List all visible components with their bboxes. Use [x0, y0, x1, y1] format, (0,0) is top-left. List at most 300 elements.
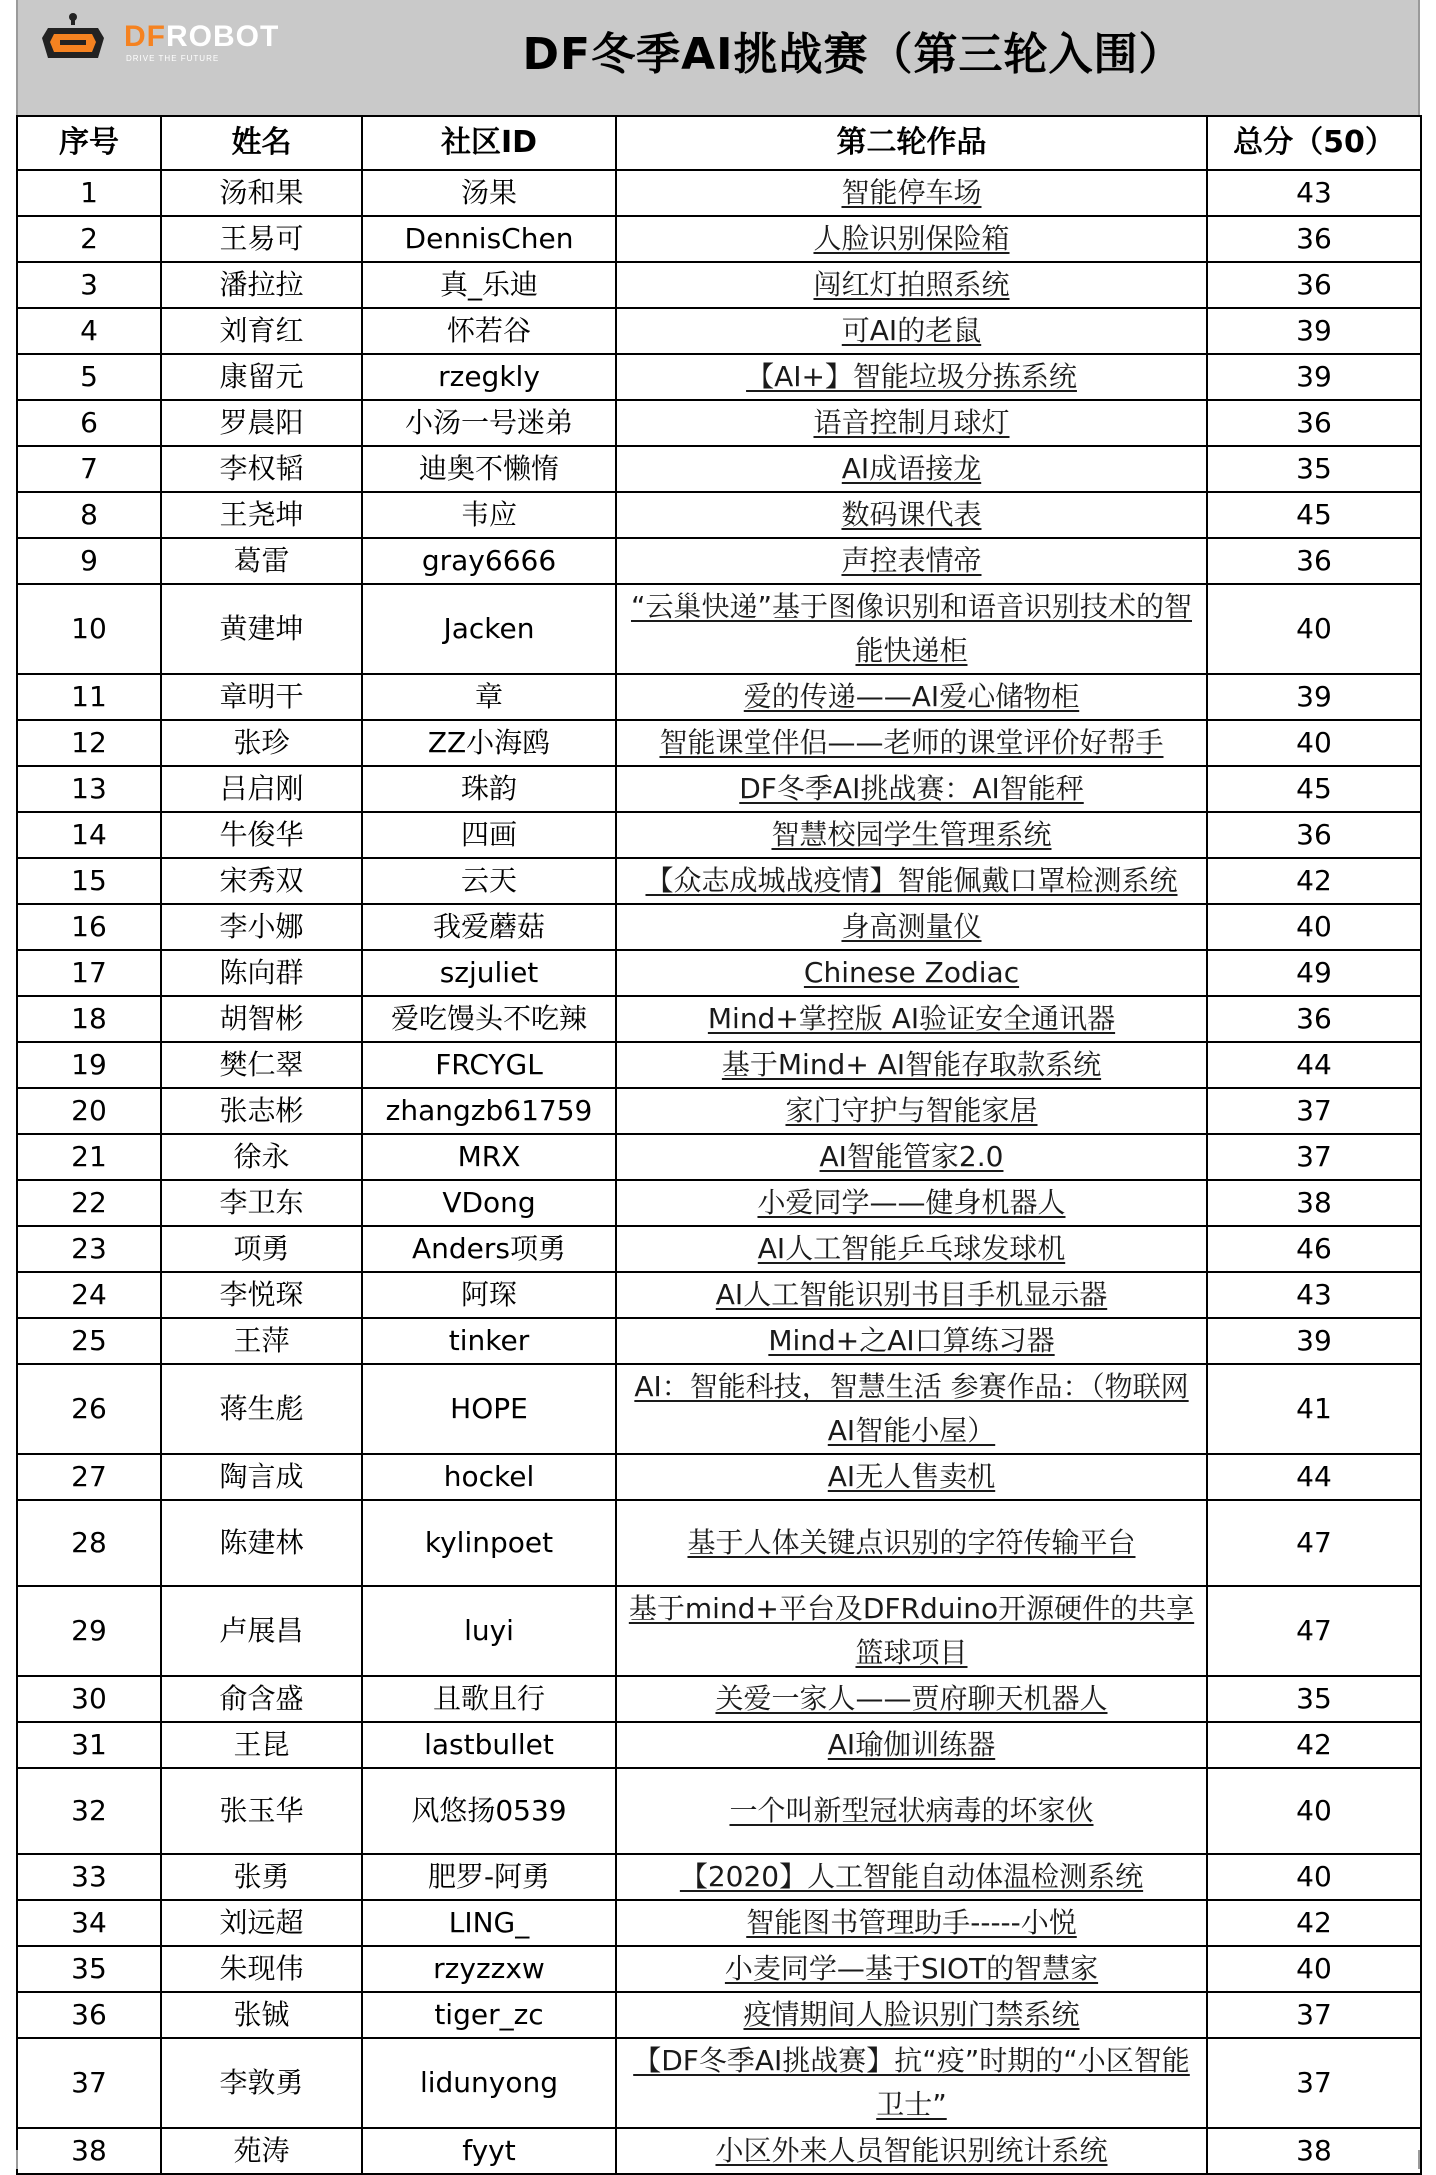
- cell-no-text: 32: [71, 1794, 107, 1827]
- cell-work-link-text[interactable]: AI人工智能识别书目手机显示器: [715, 1278, 1108, 1311]
- cell-community-id-text: zhangzb61759: [385, 1094, 593, 1127]
- cell-no[interactable]: [17, 170, 161, 216]
- cell-community-id[interactable]: [362, 1586, 616, 1676]
- cell-score[interactable]: [1207, 538, 1421, 584]
- cell-work-link[interactable]: [616, 2038, 1207, 2128]
- cell-work-link-text[interactable]: 家门守护与智能家居: [785, 1094, 1038, 1127]
- cell-name[interactable]: [161, 446, 362, 492]
- cell-work-link[interactable]: [616, 216, 1207, 262]
- cell-no-text: 35: [71, 1952, 107, 1985]
- table-header-row: [17, 116, 1421, 170]
- cell-name-text: 王易可: [219, 222, 304, 255]
- cell-name[interactable]: [161, 720, 362, 766]
- cell-no-text: 17: [71, 956, 107, 989]
- cell-score-text: 37: [1296, 2066, 1332, 2099]
- cell-work-link[interactable]: [616, 400, 1207, 446]
- cell-community-id[interactable]: [362, 720, 616, 766]
- cell-work-link[interactable]: [616, 538, 1207, 584]
- cell-work-link[interactable]: [616, 1180, 1207, 1226]
- cell-work-link[interactable]: [616, 1900, 1207, 1946]
- cell-work-link-text[interactable]: 声控表情帝: [841, 544, 982, 577]
- cell-community-id-text: fyyt: [462, 2134, 516, 2167]
- cell-no[interactable]: [17, 766, 161, 812]
- cell-score[interactable]: [1207, 400, 1421, 446]
- table-row: [17, 1722, 1421, 1768]
- cell-work-link-text[interactable]: Mind+掌控版 AI验证安全通讯器: [707, 1002, 1116, 1035]
- cell-name[interactable]: [161, 858, 362, 904]
- cell-no-text: 8: [80, 498, 98, 531]
- cell-score[interactable]: [1207, 1676, 1421, 1722]
- cell-work-link-text[interactable]: 一个叫新型冠状病毒的坏家伙: [729, 1794, 1094, 1827]
- cell-score-text: 36: [1296, 406, 1332, 439]
- cell-name[interactable]: [161, 492, 362, 538]
- table-row: [17, 1088, 1421, 1134]
- cell-work-link[interactable]: [616, 1946, 1207, 1992]
- cell-work-link-text[interactable]: 智能课堂伴侣——老师的课堂评价好帮手: [659, 726, 1164, 759]
- cell-name-text: 陈向群: [219, 956, 304, 989]
- cell-score-text: 38: [1296, 2134, 1332, 2167]
- cell-score[interactable]: [1207, 1364, 1421, 1454]
- cell-score[interactable]: [1207, 858, 1421, 904]
- cell-community-id[interactable]: [362, 446, 616, 492]
- cell-work-link-text[interactable]: 【AI+】智能垃圾分拣系统: [746, 360, 1077, 393]
- cell-no[interactable]: [17, 400, 161, 446]
- cell-work-link-text[interactable]: 智能停车场: [841, 176, 982, 209]
- cell-name[interactable]: [161, 1900, 362, 1946]
- cell-score[interactable]: [1207, 904, 1421, 950]
- cell-no[interactable]: [17, 1364, 161, 1454]
- cell-work-link[interactable]: [616, 1676, 1207, 1722]
- cell-community-id[interactable]: [362, 262, 616, 308]
- cell-name[interactable]: [161, 354, 362, 400]
- cell-work-link-text[interactable]: 小爱同学——健身机器人: [757, 1186, 1066, 1219]
- cell-no[interactable]: [17, 950, 161, 996]
- cell-community-id-text: Jacken: [443, 612, 535, 645]
- cell-work-link[interactable]: [616, 1992, 1207, 2038]
- cell-work-link-text[interactable]: 小区外来人员智能识别统计系统: [715, 2134, 1108, 2167]
- cell-name-text: 张珍: [233, 726, 290, 759]
- cell-name-text: 罗晨阳: [219, 406, 304, 439]
- cell-score-text: 40: [1296, 1952, 1332, 1985]
- cell-work-link-text[interactable]: 【2020】人工智能自动体温检测系统: [679, 1860, 1144, 1893]
- cell-work-link[interactable]: [616, 170, 1207, 216]
- cell-score[interactable]: [1207, 584, 1421, 674]
- cell-score[interactable]: [1207, 170, 1421, 216]
- cell-work-link-text[interactable]: AI瑜伽训练器: [827, 1728, 996, 1761]
- cell-score[interactable]: [1207, 1226, 1421, 1272]
- cell-score[interactable]: [1207, 1318, 1421, 1364]
- cell-no[interactable]: [17, 1586, 161, 1676]
- cell-name[interactable]: [161, 996, 362, 1042]
- cell-no[interactable]: [17, 354, 161, 400]
- column-header-community-id[interactable]: 社区ID: [362, 116, 616, 170]
- cell-no[interactable]: [17, 538, 161, 584]
- cell-no[interactable]: [17, 1318, 161, 1364]
- cell-no[interactable]: [17, 1088, 161, 1134]
- cell-name[interactable]: [161, 1946, 362, 1992]
- cell-score-text: 37: [1296, 1140, 1332, 1173]
- cell-name-text: 吕启刚: [219, 772, 304, 805]
- cell-no-text: 30: [71, 1682, 107, 1715]
- cell-no[interactable]: [17, 1272, 161, 1318]
- cell-name[interactable]: [161, 1854, 362, 1900]
- table-row: [17, 216, 1421, 262]
- cell-score[interactable]: [1207, 1992, 1421, 2038]
- cell-community-id-text: 爱吃馒头不吃辣: [390, 1002, 587, 1035]
- cell-name[interactable]: [161, 1722, 362, 1768]
- cell-score[interactable]: [1207, 996, 1421, 1042]
- cell-score[interactable]: [1207, 1500, 1421, 1586]
- cell-work-link[interactable]: [616, 1272, 1207, 1318]
- cell-no[interactable]: [17, 1676, 161, 1722]
- cell-name-text: 李小娜: [219, 910, 304, 943]
- cell-work-link[interactable]: [616, 766, 1207, 812]
- cell-no[interactable]: [17, 1900, 161, 1946]
- cell-work-link-text[interactable]: 疫情期间人脸识别门禁系统: [743, 1998, 1080, 2031]
- cell-no-text: 19: [71, 1048, 107, 1081]
- cell-work-link[interactable]: [616, 812, 1207, 858]
- cell-no[interactable]: [17, 492, 161, 538]
- cell-score-text: 40: [1296, 910, 1332, 943]
- column-header-score[interactable]: 总分（50）: [1207, 116, 1421, 170]
- cell-work-link-text[interactable]: 【众志成城战疫情】智能佩戴口罩检测系统: [645, 864, 1178, 897]
- cell-score-text: 37: [1296, 1094, 1332, 1127]
- cell-work-link[interactable]: [616, 1226, 1207, 1272]
- cell-score[interactable]: [1207, 216, 1421, 262]
- cell-community-id-text: LING_: [448, 1906, 530, 1939]
- cell-work-link-text[interactable]: 人脸识别保险箱: [813, 222, 1010, 255]
- cell-score[interactable]: [1207, 950, 1421, 996]
- cell-community-id[interactable]: [362, 2038, 616, 2128]
- cell-name[interactable]: [161, 584, 362, 674]
- cell-work-link[interactable]: [616, 1500, 1207, 1586]
- cell-work-link-text[interactable]: 智能图书管理助手-----小悦: [746, 1906, 1077, 1939]
- cell-no[interactable]: [17, 674, 161, 720]
- cell-work-link[interactable]: [616, 446, 1207, 492]
- cell-work-link-text[interactable]: Chinese Zodiac: [803, 956, 1020, 989]
- cell-no[interactable]: [17, 1134, 161, 1180]
- cell-no[interactable]: [17, 1992, 161, 2038]
- cell-work-link[interactable]: [616, 1364, 1207, 1454]
- cell-community-id-text: gray6666: [421, 544, 557, 577]
- cell-score[interactable]: [1207, 812, 1421, 858]
- cell-score[interactable]: [1207, 1768, 1421, 1854]
- cell-no[interactable]: [17, 720, 161, 766]
- cell-work-link[interactable]: [616, 308, 1207, 354]
- cell-community-id[interactable]: [362, 1180, 616, 1226]
- table-row: [17, 308, 1421, 354]
- cell-community-id[interactable]: [362, 950, 616, 996]
- cell-work-link[interactable]: [616, 584, 1207, 674]
- table-row: [17, 1180, 1421, 1226]
- cell-score[interactable]: [1207, 1900, 1421, 1946]
- cell-name[interactable]: [161, 1180, 362, 1226]
- cell-no[interactable]: [17, 1226, 161, 1272]
- cell-community-id[interactable]: [362, 492, 616, 538]
- table-row: [17, 1768, 1421, 1854]
- cell-name[interactable]: [161, 1500, 362, 1586]
- cell-community-id[interactable]: [362, 308, 616, 354]
- cell-community-id[interactable]: [362, 904, 616, 950]
- cell-score[interactable]: [1207, 354, 1421, 400]
- cell-name-text: 王昆: [233, 1728, 290, 1761]
- cell-community-id[interactable]: [362, 1500, 616, 1586]
- cell-work-link-text[interactable]: AI智能管家2.0: [819, 1140, 1004, 1173]
- cell-community-id[interactable]: [362, 1042, 616, 1088]
- cell-name[interactable]: [161, 216, 362, 262]
- cell-work-link-text[interactable]: 基于mind+平台及DFRduino开源硬件的共享篮球项目: [628, 1592, 1195, 1669]
- cell-name[interactable]: [161, 170, 362, 216]
- cell-no[interactable]: [17, 1722, 161, 1768]
- cell-no[interactable]: [17, 262, 161, 308]
- cell-work-link[interactable]: [616, 1722, 1207, 1768]
- cell-no[interactable]: [17, 308, 161, 354]
- cell-work-link[interactable]: [616, 1586, 1207, 1676]
- cell-work-link-text[interactable]: AI无人售卖机: [827, 1460, 996, 1493]
- cell-community-id-text: 四画: [460, 818, 517, 851]
- cell-community-id-text: FRCYGL: [435, 1048, 543, 1081]
- table-row: [17, 766, 1421, 812]
- cell-score-text: 44: [1296, 1048, 1332, 1081]
- table-row: [17, 1854, 1421, 1900]
- cell-name[interactable]: [161, 1364, 362, 1454]
- cell-score[interactable]: [1207, 766, 1421, 812]
- cell-score[interactable]: [1207, 1946, 1421, 1992]
- cell-score[interactable]: [1207, 1042, 1421, 1088]
- cell-community-id[interactable]: [362, 1992, 616, 2038]
- cell-no-text: 29: [71, 1614, 107, 1647]
- cell-name[interactable]: [161, 538, 362, 584]
- cell-community-id[interactable]: [362, 674, 616, 720]
- cell-no[interactable]: [17, 1500, 161, 1586]
- cell-community-id[interactable]: [362, 170, 616, 216]
- cell-score[interactable]: [1207, 1088, 1421, 1134]
- cell-community-id[interactable]: [362, 1088, 616, 1134]
- column-header-work[interactable]: 第二轮作品: [616, 116, 1207, 170]
- cell-score-text: 49: [1296, 956, 1332, 989]
- cell-work-link-text[interactable]: AI成语接龙: [841, 452, 982, 485]
- cell-score[interactable]: [1207, 720, 1421, 766]
- cell-community-id[interactable]: [362, 1364, 616, 1454]
- cell-community-id[interactable]: [362, 1226, 616, 1272]
- cell-work-link[interactable]: [616, 674, 1207, 720]
- cell-score[interactable]: [1207, 446, 1421, 492]
- cell-no[interactable]: [17, 812, 161, 858]
- cell-score[interactable]: [1207, 1134, 1421, 1180]
- cell-score-text: 45: [1296, 498, 1332, 531]
- table-row: [17, 1992, 1421, 2038]
- cell-work-link-text[interactable]: DF冬季AI挑战赛：AI智能秤: [739, 772, 1084, 805]
- table-row: [17, 1454, 1421, 1500]
- cell-score[interactable]: [1207, 308, 1421, 354]
- cell-name[interactable]: [161, 904, 362, 950]
- cell-score[interactable]: [1207, 262, 1421, 308]
- cell-name[interactable]: [161, 812, 362, 858]
- cell-name-text: 陈建林: [219, 1526, 304, 1559]
- cell-work-link[interactable]: [616, 1454, 1207, 1500]
- cell-name[interactable]: [161, 1272, 362, 1318]
- cell-name[interactable]: [161, 1454, 362, 1500]
- cell-community-id[interactable]: [362, 1900, 616, 1946]
- cell-name[interactable]: [161, 1768, 362, 1854]
- cell-score-text: 36: [1296, 818, 1332, 851]
- cell-no[interactable]: [17, 1454, 161, 1500]
- cell-score[interactable]: [1207, 1854, 1421, 1900]
- cell-name[interactable]: [161, 674, 362, 720]
- cell-work-link-text[interactable]: 数码课代表: [841, 498, 982, 531]
- cell-community-id[interactable]: [362, 1676, 616, 1722]
- cell-no[interactable]: [17, 216, 161, 262]
- cell-no[interactable]: [17, 584, 161, 674]
- cell-no[interactable]: [17, 1768, 161, 1854]
- cell-score-text: 39: [1296, 360, 1332, 393]
- cell-community-id[interactable]: [362, 1722, 616, 1768]
- cell-community-id[interactable]: [362, 538, 616, 584]
- cell-community-id[interactable]: [362, 584, 616, 674]
- cell-no-text: 22: [71, 1186, 107, 1219]
- cell-score-text: 35: [1296, 1682, 1332, 1715]
- cell-no[interactable]: [17, 446, 161, 492]
- cell-name-text: 项勇: [233, 1232, 290, 1265]
- cell-score-text: 39: [1296, 680, 1332, 713]
- robot-head-icon: [38, 12, 108, 64]
- cell-work-link[interactable]: [616, 262, 1207, 308]
- cell-no[interactable]: [17, 2038, 161, 2128]
- cell-name-text: 章明干: [219, 680, 304, 713]
- cell-work-link[interactable]: [616, 1854, 1207, 1900]
- cell-no-text: 37: [71, 2066, 107, 2099]
- cell-community-id-text: 怀若谷: [446, 314, 531, 347]
- cell-no[interactable]: [17, 996, 161, 1042]
- cell-community-id[interactable]: [362, 216, 616, 262]
- cell-community-id[interactable]: [362, 1134, 616, 1180]
- cell-work-link-text[interactable]: 小麦同学—基于SIOT的智慧家: [724, 1952, 1099, 1985]
- cell-no-text: 5: [80, 360, 98, 393]
- cell-work-link-text[interactable]: 关爱一家人——贾府聊天机器人: [715, 1682, 1108, 1715]
- cell-community-id[interactable]: [362, 996, 616, 1042]
- cell-work-link[interactable]: [616, 720, 1207, 766]
- cell-work-link-text[interactable]: 可AI的老鼠: [841, 314, 982, 347]
- cell-score[interactable]: [1207, 674, 1421, 720]
- cell-no[interactable]: [17, 1946, 161, 1992]
- cell-community-id[interactable]: [362, 1454, 616, 1500]
- finalists-table: [16, 115, 1422, 2175]
- cell-name[interactable]: [161, 1676, 362, 1722]
- cell-community-id-text: 且歌且行: [432, 1682, 545, 1715]
- cell-name[interactable]: [161, 1042, 362, 1088]
- cell-work-link[interactable]: [616, 492, 1207, 538]
- cell-work-link-text[interactable]: 智慧校园学生管理系统: [771, 818, 1052, 851]
- cell-work-link-text[interactable]: 语音控制月球灯: [813, 406, 1010, 439]
- cell-work-link[interactable]: [616, 950, 1207, 996]
- cell-score[interactable]: [1207, 1722, 1421, 1768]
- cell-score[interactable]: [1207, 1586, 1421, 1676]
- cell-name[interactable]: [161, 1088, 362, 1134]
- cell-name[interactable]: [161, 1134, 362, 1180]
- cell-name[interactable]: [161, 1586, 362, 1676]
- cell-community-id[interactable]: [362, 1854, 616, 1900]
- table-row: [17, 720, 1421, 766]
- logo-tagline: DRIVE THE FUTURE: [126, 54, 220, 63]
- cell-work-link[interactable]: [616, 1768, 1207, 1854]
- cell-no-text: 4: [80, 314, 98, 347]
- cell-score[interactable]: [1207, 1272, 1421, 1318]
- column-header-name[interactable]: 姓名: [161, 116, 362, 170]
- cell-name[interactable]: [161, 1318, 362, 1364]
- cell-work-link-text[interactable]: 【DF冬季AI挑战赛】抗“疫”时期的“小区智能卫士”: [633, 2044, 1190, 2121]
- cell-name-text: 苑涛: [233, 2134, 290, 2167]
- cell-score-text: 43: [1296, 1278, 1332, 1311]
- cell-work-link[interactable]: [616, 354, 1207, 400]
- cell-community-id[interactable]: [362, 812, 616, 858]
- cell-work-link[interactable]: [616, 1134, 1207, 1180]
- cell-community-id-text: rzyzzxw: [433, 1952, 545, 1985]
- column-header-no[interactable]: 序号: [17, 116, 161, 170]
- cell-score[interactable]: [1207, 2038, 1421, 2128]
- cell-name[interactable]: [161, 262, 362, 308]
- cell-score[interactable]: [1207, 492, 1421, 538]
- cell-name[interactable]: [161, 950, 362, 996]
- cell-community-id[interactable]: [362, 354, 616, 400]
- cell-name-text: 樊仁翠: [219, 1048, 304, 1081]
- cell-no[interactable]: [17, 904, 161, 950]
- cell-work-link-text[interactable]: 闯红灯拍照系统: [813, 268, 1010, 301]
- cell-work-link-text[interactable]: 爱的传递——AI爱心储物柜: [743, 680, 1080, 713]
- cell-community-id[interactable]: [362, 1768, 616, 1854]
- cell-work-link-text[interactable]: Mind+之AI口算练习器: [768, 1324, 1055, 1357]
- cell-name[interactable]: [161, 400, 362, 446]
- cell-work-link-text[interactable]: AI人工智能乒乓球发球机: [757, 1232, 1066, 1265]
- cell-work-link-text[interactable]: AI：智能科技，智慧生活 参赛作品：（物联网AI智能小屋）: [634, 1370, 1189, 1447]
- cell-community-id[interactable]: [362, 400, 616, 446]
- cell-work-link[interactable]: [616, 1088, 1207, 1134]
- cell-no[interactable]: [17, 1042, 161, 1088]
- cell-score[interactable]: [1207, 1454, 1421, 1500]
- cell-name[interactable]: [161, 1992, 362, 2038]
- cell-work-link[interactable]: [616, 996, 1207, 1042]
- cell-no[interactable]: [17, 858, 161, 904]
- cell-name[interactable]: [161, 2038, 362, 2128]
- cell-score[interactable]: [1207, 1180, 1421, 1226]
- cell-work-link[interactable]: [616, 1318, 1207, 1364]
- cell-no-text: 15: [71, 864, 107, 897]
- cell-community-id[interactable]: [362, 766, 616, 812]
- cell-community-id[interactable]: [362, 1318, 616, 1364]
- cell-work-link-text[interactable]: 身高测量仪: [841, 910, 982, 943]
- cell-work-link[interactable]: [616, 1042, 1207, 1088]
- cell-community-id[interactable]: [362, 1272, 616, 1318]
- cell-no-text: 14: [71, 818, 107, 851]
- cell-name-text: 张勇: [233, 1860, 290, 1893]
- table-row: [17, 1042, 1421, 1088]
- cell-work-link-text[interactable]: 基于Mind+ AI智能存取款系统: [721, 1048, 1102, 1081]
- cell-score-text: 36: [1296, 222, 1332, 255]
- table-row: [17, 904, 1421, 950]
- cell-no[interactable]: [17, 1180, 161, 1226]
- cell-community-id[interactable]: [362, 1946, 616, 1992]
- cell-name[interactable]: [161, 766, 362, 812]
- cell-work-link-text[interactable]: “云巢快递”基于图像识别和语音识别技术的智能快递柜: [630, 590, 1192, 667]
- cell-work-link[interactable]: [616, 858, 1207, 904]
- cell-name[interactable]: [161, 308, 362, 354]
- cell-community-id[interactable]: [362, 858, 616, 904]
- cell-no[interactable]: [17, 1854, 161, 1900]
- cell-score-text: 47: [1296, 1614, 1332, 1647]
- cell-work-link[interactable]: [616, 904, 1207, 950]
- cell-name[interactable]: [161, 1226, 362, 1272]
- cell-work-link-text[interactable]: 基于人体关键点识别的字符传输平台: [687, 1526, 1136, 1559]
- table-row: [17, 1226, 1421, 1272]
